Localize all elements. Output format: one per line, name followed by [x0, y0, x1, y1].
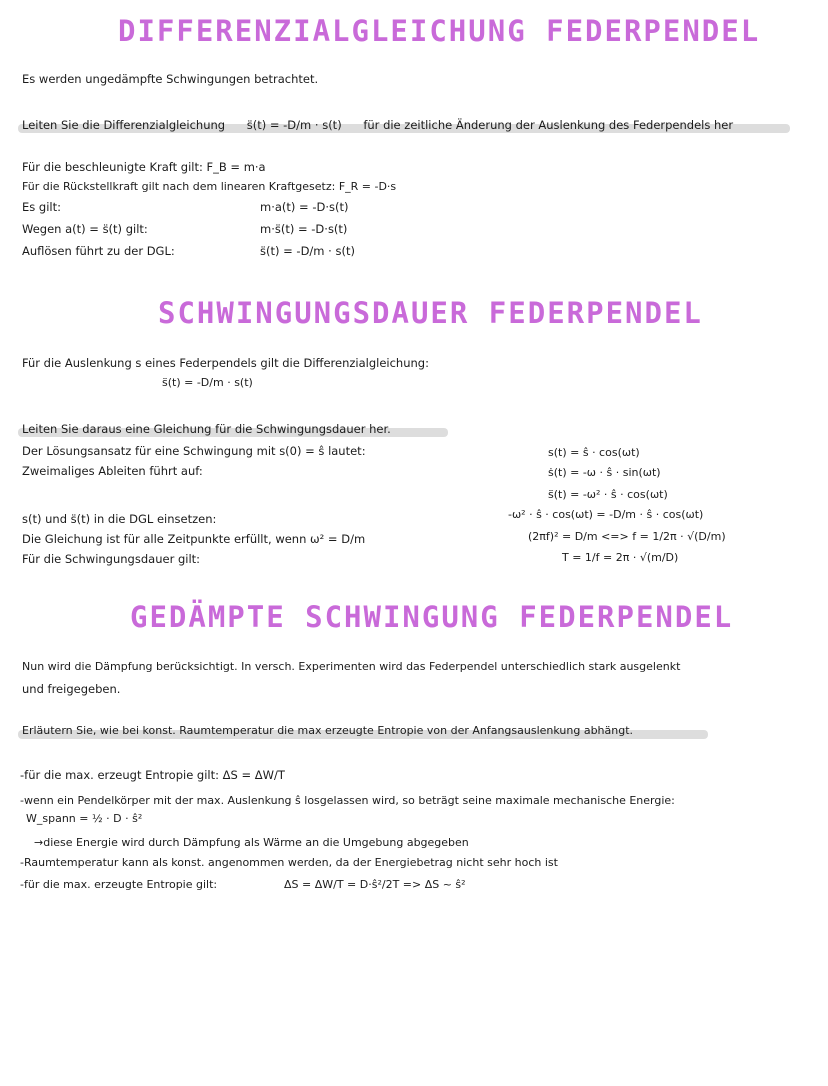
- section2-right-2: s̈(t) = -ω² · ŝ · cos(ωt): [548, 488, 668, 501]
- section3-line1: -für die max. erzeugt Entropie gilt: ΔS = ΔW/T: [20, 768, 285, 782]
- section2-left-1: Zweimaliges Ableiten führt auf:: [22, 464, 203, 478]
- section1-intro: Es werden ungedämpfte Schwingungen betrachtet.: [22, 72, 319, 86]
- section3-intro-line2: und freigegeben.: [22, 682, 121, 696]
- section2-task: Leiten Sie daraus eine Gleichung für die Schwingungsdauer her.: [22, 422, 391, 436]
- section3-line3: W_spann = ½ · D · ŝ²: [26, 812, 143, 825]
- section3-line6-formula: ΔS = ΔW/T = D·ŝ²/2T => ΔS ~ ŝ²: [284, 878, 466, 891]
- section1-title: DIFFERENZIALGLEICHUNG FEDERPENDEL: [118, 14, 761, 48]
- section1-step-4-formula: s̈(t) = -D/m · s(t): [260, 244, 355, 258]
- section3-title: GEDÄMPTE SCHWINGUNG FEDERPENDEL: [130, 600, 734, 634]
- section3-line5: -Raumtemperatur kann als konst. angenommen werden, da der Energiebetrag nicht sehr hoch ist: [20, 856, 558, 869]
- section2-right-0: s(t) = ŝ · cos(ωt): [548, 446, 640, 459]
- section1-step-2: Es gilt:: [22, 200, 61, 214]
- section3-line6-text: -für die max. erzeugte Entropie gilt:: [20, 878, 218, 891]
- section3-task: Erläutern Sie, wie bei konst. Raumtemperatur die max erzeugte Entropie von der Anfangsauslenkung abhängt.: [22, 724, 634, 737]
- section2-left-4: Für die Schwingungsdauer gilt:: [22, 552, 201, 566]
- section3-intro-line1: Nun wird die Dämpfung berücksichtigt. In versch. Experimenten wird das Federpendel unterschiedlich stark ausgelenkt: [22, 660, 681, 673]
- section2-right-1: ṡ(t) = -ω · ŝ · sin(ωt): [548, 466, 661, 479]
- section1-step-4: Auflösen führt zu der DGL:: [22, 244, 175, 258]
- section1-task: [22, 118, 733, 132]
- section2-intro-formula: s̈(t) = -D/m · s(t): [162, 376, 253, 389]
- section1-step-3-formula: m·s̈(t) = -D·s(t): [260, 222, 348, 236]
- section1-task-suffix: für die zeitliche Änderung der Auslenkung des Federpendels her: [363, 118, 734, 132]
- section2-left-0: Der Lösungsansatz für eine Schwingung mit s(0) = ŝ lautet:: [22, 444, 366, 458]
- section2-intro: Für die Auslenkung s eines Federpendels gilt die Differenzialgleichung:: [22, 356, 429, 370]
- section2-left-2: s(t) und s̈(t) in die DGL einsetzen:: [22, 512, 217, 526]
- section1-step-0: Für die beschleunigte Kraft gilt: F_B = m·a: [22, 160, 266, 174]
- section2-right-5: T = 1/f = 2π · √(m/D): [562, 551, 679, 564]
- section1-task-prefix: Leiten Sie die Differenzialgleichung: [22, 118, 226, 132]
- section2-right-4: (2πf)² = D/m <=> f = 1/2π · √(D/m): [528, 530, 726, 543]
- section1-step-3: Wegen a(t) = s̈(t) gilt:: [22, 222, 148, 236]
- section2-left-3: Die Gleichung ist für alle Zeitpunkte erfüllt, wenn ω² = D/m: [22, 532, 366, 546]
- section1-step-1: Für die Rückstellkraft gilt nach dem linearen Kraftgesetz: F_R = -D·s: [22, 180, 397, 193]
- section1-task-formula: s̈(t) = -D/m · s(t): [246, 118, 342, 132]
- section3-line4: →diese Energie wird durch Dämpfung als Wärme an die Umgebung abgegeben: [34, 836, 469, 849]
- section2-right-3: -ω² · ŝ · cos(ωt) = -D/m · ŝ · cos(ωt): [508, 508, 704, 521]
- section3-line2: -wenn ein Pendelkörper mit der max. Auslenkung ŝ losgelassen wird, so beträgt seine maximale mechanische Energie:: [20, 794, 675, 807]
- section2-title: SCHWINGUNGSDAUER FEDERPENDEL: [158, 296, 703, 330]
- section1-step-2-formula: m·a(t) = -D·s(t): [260, 200, 349, 214]
